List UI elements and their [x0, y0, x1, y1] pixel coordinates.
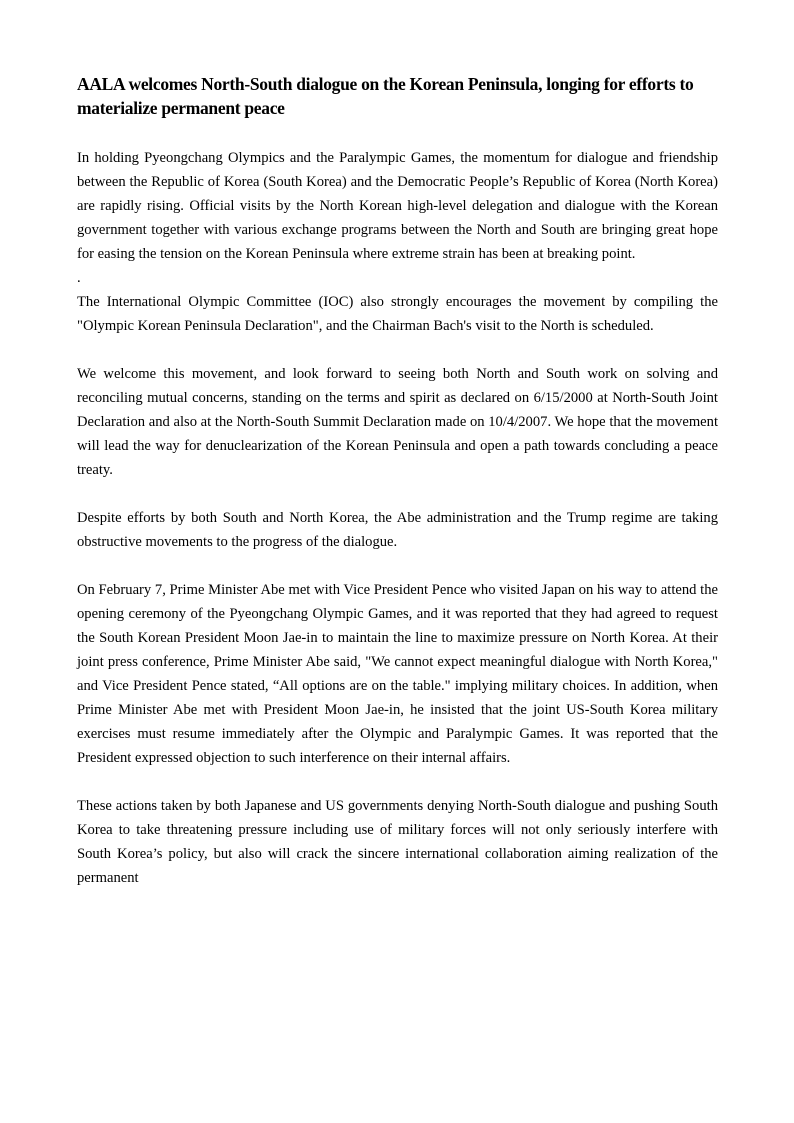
document-title: AALA welcomes North-South dialogue on the Korean Peninsula, longing for efforts to materialize permanent peace — [77, 74, 694, 118]
paragraph-momentum: In holding Pyeongchang Olympics and the Paralympic Games, the momentum for dialogue and friendship between the Republic of Korea (South Korea) and the Democratic People’s Republic of Korea (North Korea) are rapidly rising. Official visits by the North Korean high-level delegation and dialogue with the Korean government together with various exchange programs between the North and South are bringing great hope for easing the tension on the Korean Peninsula where extreme strain has been at breaking point. — [77, 150, 718, 262]
paragraph-ioc: The International Olympic Committee (IOC) also strongly encourages the movement by compiling the "Olympic Korean Peninsula Declaration", and the Chairman Bach's visit to the North is scheduled. — [77, 294, 718, 334]
paragraph-welcome: We welcome this movement, and look forward to seeing both North and South work on solving and reconciling mutual concerns, standing on the terms and spirit as declared on 6/15/2000 at North-South Joint Declaration and also at the North-South Summit Declaration made on 10/4/2007. We hope that the movement will lead the way for denuclearization of the Korean Peninsula and open a path towards concluding a peace treaty. — [77, 366, 718, 478]
paragraph-obstruction: Despite efforts by both South and North Korea, the Abe administration and the Trump regime are taking obstructive movements to the progress of the dialogue. — [77, 510, 718, 550]
paragraph-actions: These actions taken by both Japanese and US governments denying North-South dialogue and pushing South Korea to take threatening pressure including use of military forces will not only seriously interfere with South Korea’s policy, but also will crack the sincere international collaboration aiming realization of the permanent — [77, 798, 718, 886]
paragraph-february-7: On February 7, Prime Minister Abe met with Vice President Pence who visited Japan on his way to attend the opening ceremony of the Pyeongchang Olympic Games, and it was reported that they had agreed to request the South Korean President Moon Jae-in to maintain the line to maximize pressure on North Korea. At their joint press conference, Prime Minister Abe said, "We cannot expect meaningful dialogue with North Korea," and Vice President Pence stated, “All options are on the table." implying military choices. In addition, when Prime Minister Abe met with President Moon Jae-in, he insisted that the joint US-South Korea military exercises must resume immediately after the Olympic and Paralympic Games. It was reported that the President expressed objection to such interference on their internal affairs. — [77, 582, 718, 766]
stray-period: . — [77, 270, 81, 286]
document-page — [77, 72, 718, 914]
